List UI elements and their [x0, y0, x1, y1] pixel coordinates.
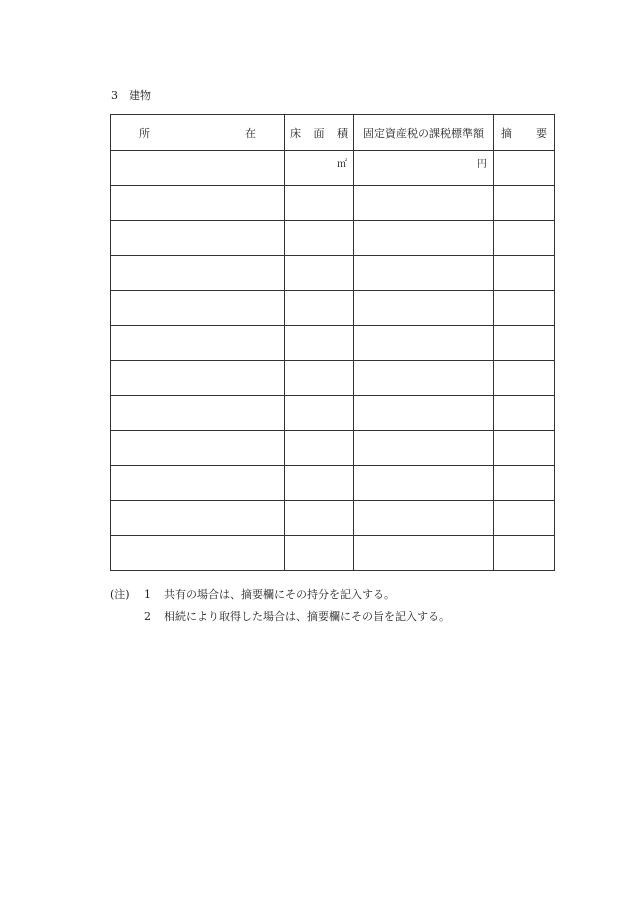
cell-tax-value[interactable] — [354, 501, 494, 536]
section-title: 建物 — [129, 89, 151, 102]
cell-remarks[interactable] — [494, 361, 555, 396]
header-tax-value — [354, 115, 494, 151]
building-table — [110, 114, 555, 571]
cell-tax-value[interactable] — [354, 256, 494, 291]
section-heading — [111, 87, 151, 103]
cell-tax-value[interactable] — [354, 466, 494, 501]
note-number: 2 — [144, 610, 151, 623]
cell-floor-area[interactable] — [285, 501, 354, 536]
note-prefix: (注) — [110, 588, 130, 601]
cell-floor-area[interactable] — [285, 466, 354, 501]
note-item — [110, 584, 450, 606]
header-floor-area — [285, 115, 354, 151]
cell-floor-area[interactable] — [285, 221, 354, 256]
note-text: 相続により取得した場合は、摘要欄にその旨を記入する。 — [164, 610, 450, 623]
cell-remarks[interactable] — [494, 466, 555, 501]
cell-tax-value[interactable] — [354, 396, 494, 431]
header-tax-value-label: 固定資産税の課税標準額 — [363, 126, 484, 140]
cell-floor-area[interactable] — [285, 151, 354, 186]
unit-square-meter: ㎡ — [337, 159, 347, 170]
cell-floor-area[interactable] — [285, 361, 354, 396]
note-text: 共有の場合は、摘要欄にその持分を記入する。 — [164, 588, 395, 601]
header-remarks-char: 摘 — [501, 126, 512, 140]
cell-remarks[interactable] — [494, 431, 555, 466]
table-row — [111, 396, 555, 431]
cell-tax-value[interactable] — [354, 151, 494, 186]
cell-location[interactable] — [111, 396, 285, 431]
cell-location[interactable] — [111, 256, 285, 291]
header-floor-area-char: 床 — [290, 126, 301, 140]
cell-remarks[interactable] — [494, 221, 555, 256]
header-location-char: 在 — [245, 126, 256, 140]
cell-location[interactable] — [111, 186, 285, 221]
cell-location[interactable] — [111, 221, 285, 256]
cell-floor-area[interactable] — [285, 536, 354, 571]
header-remarks — [494, 115, 555, 151]
table-row — [111, 291, 555, 326]
table-row — [111, 186, 555, 221]
header-location — [111, 115, 285, 151]
table-row — [111, 151, 555, 186]
table-row — [111, 466, 555, 501]
cell-remarks[interactable] — [494, 396, 555, 431]
cell-remarks[interactable] — [494, 291, 555, 326]
cell-remarks[interactable] — [494, 186, 555, 221]
cell-floor-area[interactable] — [285, 186, 354, 221]
table-row — [111, 361, 555, 396]
cell-location[interactable] — [111, 326, 285, 361]
cell-remarks[interactable] — [494, 151, 555, 186]
cell-remarks[interactable] — [494, 536, 555, 571]
cell-floor-area[interactable] — [285, 431, 354, 466]
table-row — [111, 431, 555, 466]
notes — [110, 584, 450, 628]
header-row — [111, 115, 555, 151]
cell-location[interactable] — [111, 361, 285, 396]
cell-location[interactable] — [111, 291, 285, 326]
table-row — [111, 256, 555, 291]
cell-location[interactable] — [111, 536, 285, 571]
table-row — [111, 221, 555, 256]
cell-floor-area[interactable] — [285, 256, 354, 291]
table-row — [111, 326, 555, 361]
cell-tax-value[interactable] — [354, 291, 494, 326]
header-floor-area-char: 積 — [337, 126, 348, 140]
cell-floor-area[interactable] — [285, 396, 354, 431]
cell-tax-value[interactable] — [354, 536, 494, 571]
cell-tax-value[interactable] — [354, 221, 494, 256]
header-floor-area-char: 面 — [313, 126, 325, 140]
note-number: 1 — [144, 588, 151, 601]
section-number: 3 — [111, 89, 118, 102]
note-item — [110, 606, 450, 628]
cell-tax-value[interactable] — [354, 326, 494, 361]
cell-remarks[interactable] — [494, 501, 555, 536]
cell-location[interactable] — [111, 501, 285, 536]
cell-tax-value[interactable] — [354, 431, 494, 466]
cell-location[interactable] — [111, 466, 285, 501]
cell-location[interactable] — [111, 151, 285, 186]
header-location-char: 所 — [139, 126, 150, 140]
cell-floor-area[interactable] — [285, 291, 354, 326]
table-row — [111, 501, 555, 536]
cell-remarks[interactable] — [494, 326, 555, 361]
unit-yen: 円 — [477, 159, 487, 170]
cell-tax-value[interactable] — [354, 186, 494, 221]
cell-remarks[interactable] — [494, 256, 555, 291]
cell-floor-area[interactable] — [285, 326, 354, 361]
header-remarks-char: 要 — [536, 126, 547, 140]
cell-tax-value[interactable] — [354, 361, 494, 396]
table-row — [111, 536, 555, 571]
cell-location[interactable] — [111, 431, 285, 466]
